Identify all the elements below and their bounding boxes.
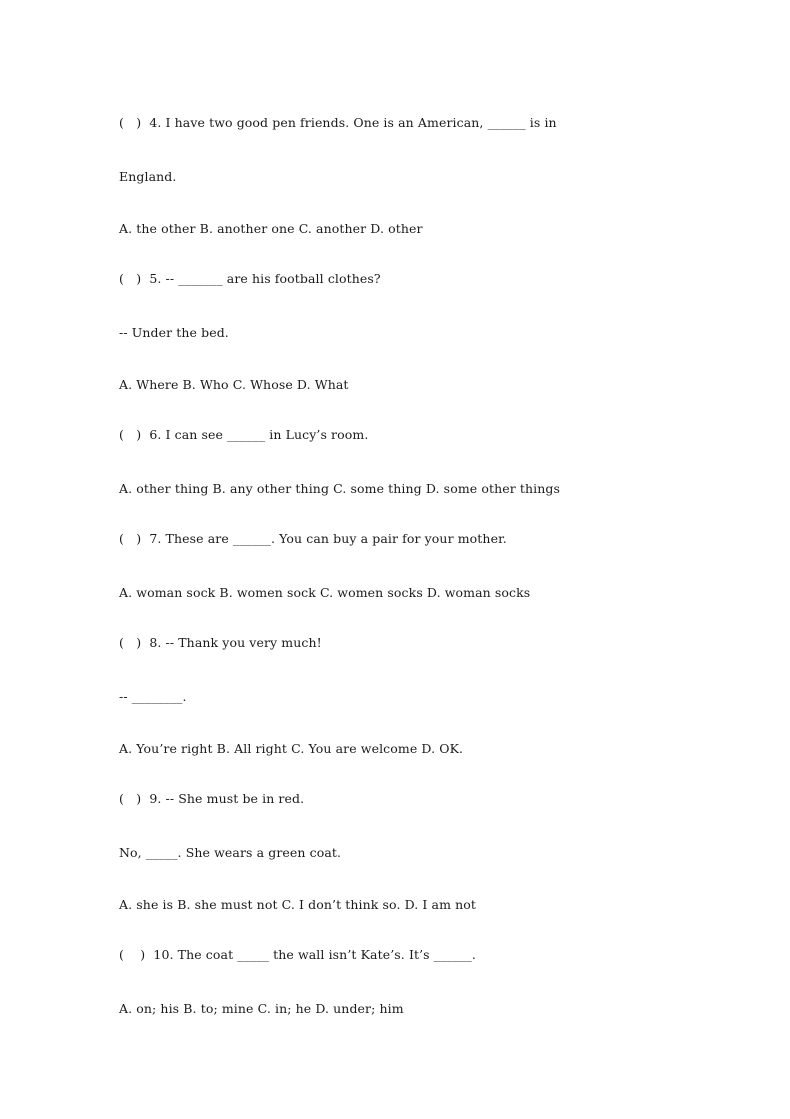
question-5-answer-line: -- Under the bed. (119, 325, 229, 340)
question-7-options: A. woman sock B. women sock C. women socks D. woman socks (119, 585, 531, 600)
question-8-answer-line: -- ________. (119, 689, 187, 704)
question-9-stem: ( ) 9. -- She must be in red. (119, 791, 305, 806)
question-4-options: A. the other B. another one C. another D. other (119, 221, 423, 236)
question-9-options: A. she is B. she must not C. I don’t think so. D. I am not (119, 897, 477, 912)
question-5-stem: ( ) 5. -- _______ are his football clothes? (119, 271, 381, 286)
question-6-stem: ( ) 6. I can see ______ in Lucy’s room. (119, 427, 369, 442)
question-10-options: A. on; his B. to; mine C. in; he D. under; him (119, 1001, 404, 1016)
question-7-stem: ( ) 7. These are ______. You can buy a pair for your mother. (119, 531, 507, 546)
question-9-answer-line: No, _____. She wears a green coat. (119, 845, 342, 860)
question-5-options: A. Where B. Who C. Whose D. What (119, 377, 349, 392)
question-10-stem: ( ) 10. The coat _____ the wall isn’t Kate’s. It’s ______. (119, 947, 476, 962)
question-4-stem-continued: England. (119, 169, 177, 184)
question-8-options: A. You’re right B. All right C. You are welcome D. OK. (119, 741, 464, 756)
question-6-options: A. other thing B. any other thing C. some thing D. some other things (119, 481, 561, 496)
question-4-stem: ( ) 4. I have two good pen friends. One is an American, ______ is in (119, 115, 557, 130)
question-8-stem: ( ) 8. -- Thank you very much! (119, 635, 322, 650)
